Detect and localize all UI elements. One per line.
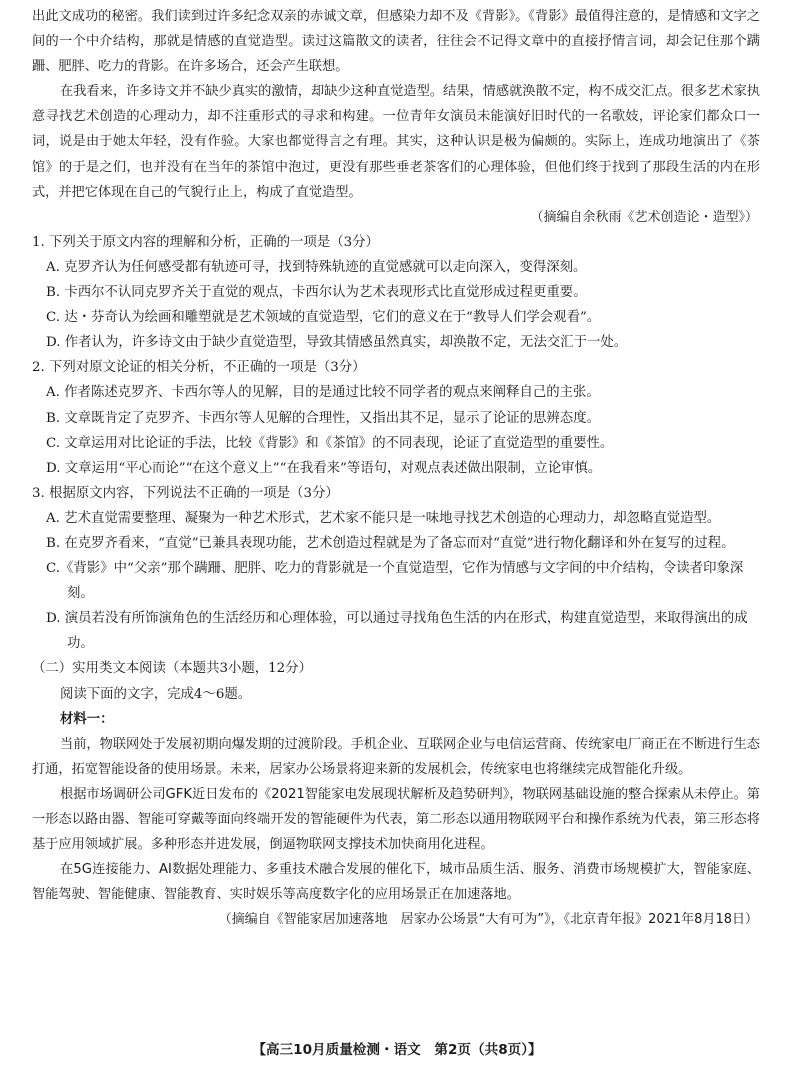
question-2-option-b: B. 文章既肯定了克罗齐、卡西尔等人见解的合理性，又指出其不足，显示了论证的思辨态度。: [46, 410, 600, 426]
question-3-option-b: B. 在克罗齐看来，“直觉”已兼具表现功能，艺术创造过程就是为了备忘而对“直觉”进行物化翻译和外在复写的过程。: [46, 535, 735, 551]
question-1-option-a: A. 克罗齐认为任何感受都有轨迹可寻，找到特殊轨迹的直觉感就可以走向深入，变得深刻。: [46, 259, 587, 275]
material-1-paragraph-2: 根据市场调研公司GFK近日发布的《2021智能家电发展现状解析及趋势研判》，物联网基础设施的整合探索从未停止。第一形态以路由器、智能可穿戴等面向终端开发的智能硬件为代表，第二形态以通用物联网平台和操作系统为代表，第三形态将基于应用领域扩展。多种形态并进发展，倒逼物联网支撑技术加快商用化进程。: [32, 786, 760, 853]
material-1-label: 材料一：: [60, 711, 114, 727]
page-footer: 【高三10月质量检测・语文 第2页（共8页）】: [252, 1042, 542, 1058]
question-3-option-a: A. 艺术直觉需要整理、凝聚为一种艺术形式，艺术家不能只是一味地寻找艺术创造的心理动力，却忽略直觉造型。: [46, 510, 721, 526]
question-2-option-d: D. 文章运用“平心而论”“在这个意义上”“在我看来”等语句，对观点表述做出限制，立论审慎。: [46, 460, 602, 476]
passage-paragraph-1: 出此文成功的秘密。我们读到过许多纪念双亲的赤诚文章，但感染力却不及《背影》。《背影》最值得注意的，是情感和文字之间的一个中介结构，那就是情感的直觉造型。读过这篇散文的读者，往往会不记得文章中的直接抒情言词，却会记住那个蹒跚、肥胖、吃力的背影。在许多场合，还会产生联想。: [32, 9, 760, 75]
passage-source: （摘编自余秋雨《艺术创造论・造型》）: [530, 209, 758, 225]
passage-paragraph-2: 在我看来，许多诗文并不缺少真实的激情，却缺少这种直觉造型。结果，情感就涣散不定，构不成交汇点。很多艺术家执意寻找艺术创造的心理动力，却不注重形式的寻求和构建。一位青年女演员未能演好旧时代的一名歌妓，评论家们都众口一词，说是由于她太年轻，没有作验。大家也都觉得言之有理。其实，这种认识是极为偏颇的。实际上，连成功地演出了《茶馆》的于是之们，也并没有在当年的茶馆中泡过，更没有那些垂老茶客们的心理体验，但他们终于找到了那段生活的内在形式，并把它体现在自己的气貌行止上，构成了直觉造型。: [32, 84, 760, 200]
section-2-title: （二）实用类文本阅读（本题共3小题，12分）: [32, 661, 312, 677]
question-3-stem: 3. 根据原文内容，下列说法不正确的一项是（3分）: [32, 485, 339, 501]
section-2-instruction: 阅读下面的文字，完成4～6题。: [60, 686, 252, 702]
material-1-paragraph-1: 当前，物联网处于发展初期向爆发期的过渡阶段。手机企业、互联网企业与电信运营商、传统家电厂商正在不断进行生态打通，拓宽智能设备的使用场景。未来，居家办公场景将迎来新的发展机会，传统家电也将继续完成智能化升级。: [32, 736, 760, 777]
material-1-paragraph-3: 在5G连接能力、AI数据处理能力、多重技术融合发展的催化下，城市品质生活、服务、消费市场规模扩大，智能家庭、智能驾驶、智能健康、智能教育、实时娱乐等高度数字化的应用场景正在加速落地。: [32, 862, 760, 903]
question-1-stem: 1. 下列关于原文内容的理解和分析，正确的一项是（3分）: [32, 234, 379, 250]
question-1-option-c: C. 达・芬奇认为绘画和雕塑就是艺术领域的直觉造型，它们的意义在于“教导人们学会观看”。: [46, 310, 601, 326]
question-2: [32, 355, 760, 480]
material-1-source: （摘编自《智能家居加速落地 居家办公场景“大有可为”》，《北京青年报》2021年8月18日）: [218, 912, 758, 928]
question-1-option-d: D. 作者认为，许多诗文由于缺少直觉造型，导致其情感虽然真实，却涣散不定，无法交汇于一处。: [46, 335, 628, 351]
question-2-option-c: C. 文章运用对比论证的手法，比较《背影》和《茶馆》的不同表现，论证了直觉造型的重要性。: [46, 435, 614, 451]
question-3: [32, 481, 760, 657]
question-1: [32, 230, 760, 355]
question-2-option-a: A. 作者陈述克罗齐、卡西尔等人的见解，目的是通过比较不同学者的观点来阐释自己的主张。: [46, 385, 600, 401]
question-3-option-c: C.《背影》中“父亲”那个蹒跚、肥胖、吃力的背影就是一个直觉造型，它作为情感与文字间的中介结构，令读者印象深刻。: [46, 561, 744, 602]
question-3-option-d: D. 演员若没有所饰演角色的生活经历和心理体验，可以通过寻找角色生活的内在形式，构建直觉造型，来取得演出的成功。: [46, 611, 748, 652]
question-1-option-b: B. 卡西尔不认同克罗齐关于直觉的观点，卡西尔认为艺术表现形式比直觉形成过程更重要。: [46, 285, 587, 301]
question-2-stem: 2. 下列对原文论证的相关分析，不正确的一项是（3分）: [32, 360, 366, 376]
